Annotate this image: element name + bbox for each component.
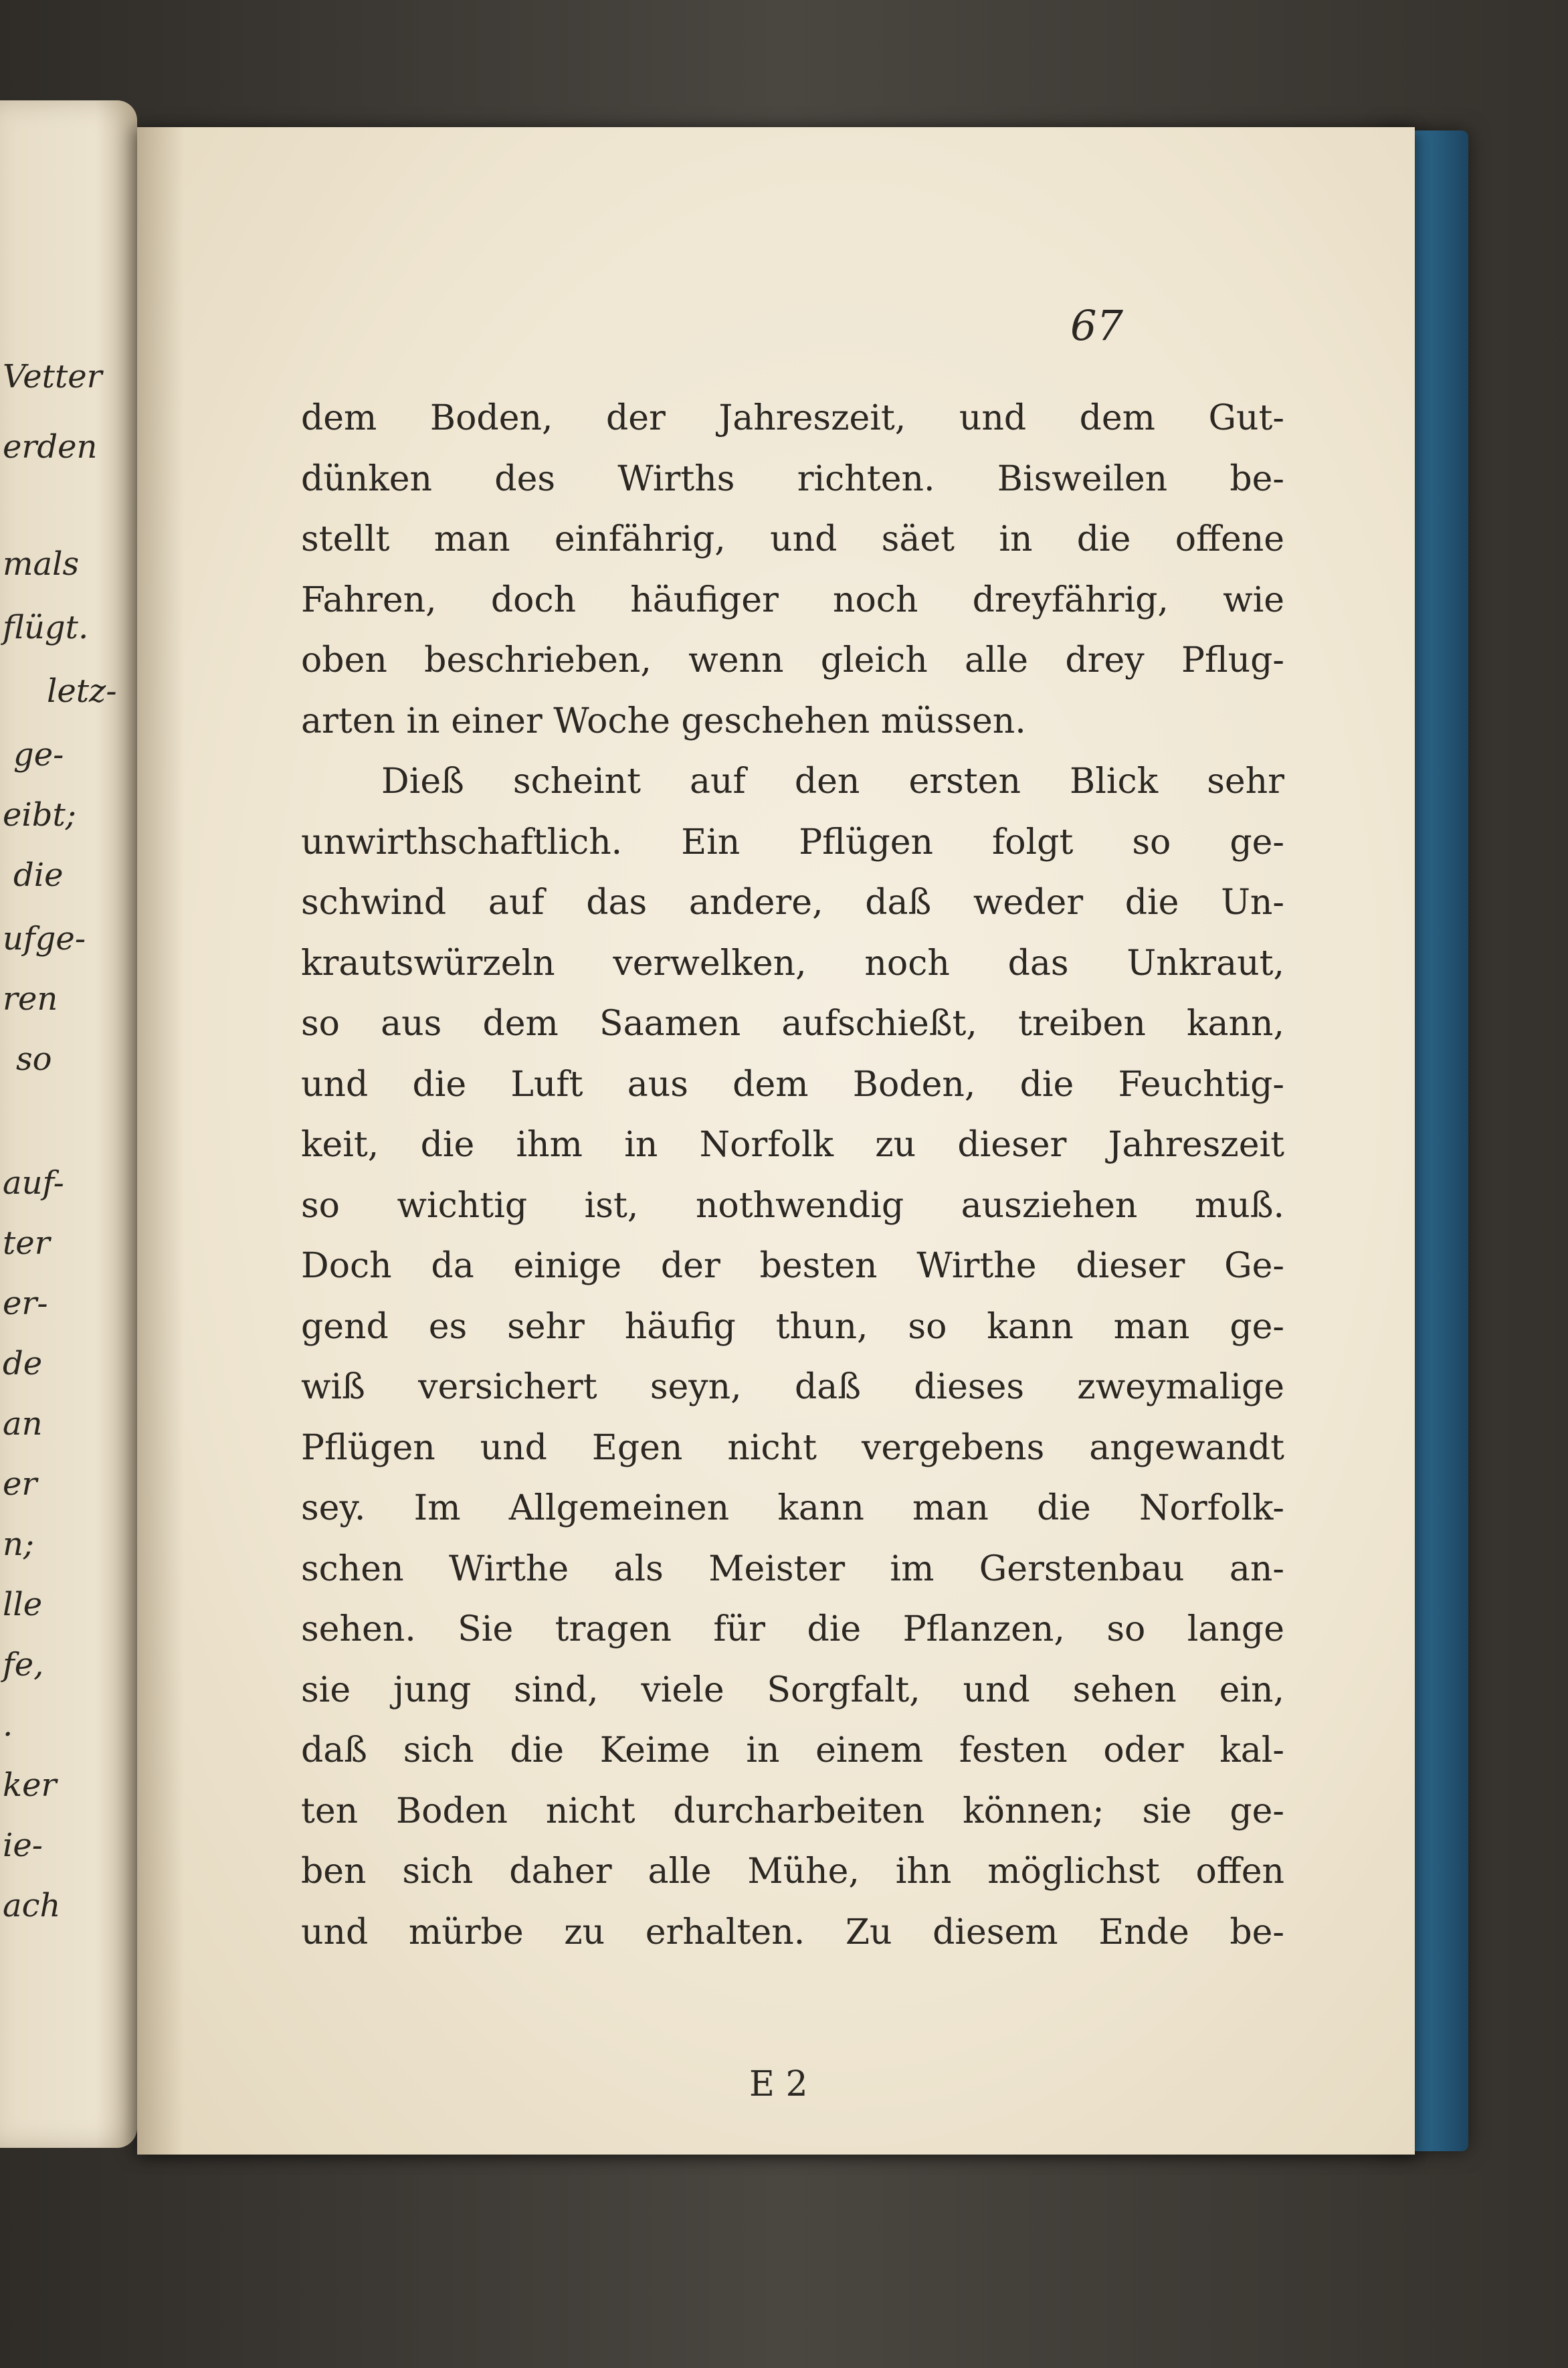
text-line: stellt man einfährig, und säet in die offene: [301, 519, 1284, 559]
text-line: sey. Im Allgemeinen kann man die Norfolk-: [301, 1488, 1284, 1528]
left-fragment: n;: [3, 1526, 35, 1563]
text-line: ten Boden nicht durcharbeiten können; sie ge-: [301, 1791, 1284, 1831]
text-line: und die Luft aus dem Boden, die Feuchtig-: [301, 1064, 1284, 1105]
page-number: 67: [1070, 301, 1123, 350]
left-fragment: ker: [3, 1766, 57, 1804]
body-text: [301, 388, 1284, 1963]
text-line: keit, die ihm in Norfolk zu dieser Jahreszeit: [301, 1125, 1284, 1165]
signature-mark: E 2: [749, 2064, 808, 2104]
text-line: Pflügen und Egen nicht vergebens angewandt: [301, 1427, 1284, 1468]
text-line: oben beschrieben, wenn gleich alle drey Pflug-: [301, 640, 1284, 680]
text-line: daß sich die Keime in einem festen oder kal-: [301, 1730, 1284, 1770]
left-fragment: letz-: [47, 672, 117, 710]
left-fragment: de: [3, 1345, 43, 1382]
left-fragment: lle: [3, 1586, 43, 1623]
text-line: sie jung sind, viele Sorgfalt, und sehen ein,: [301, 1669, 1284, 1710]
text-line: schen Wirthe als Meister im Gerstenbau an-: [301, 1548, 1284, 1589]
text-line: ben sich daher alle Mühe, ihn möglichst offen: [301, 1851, 1284, 1892]
left-fragment: die: [13, 856, 64, 894]
left-fragment: fe,: [3, 1646, 44, 1683]
text-line: und mürbe zu erhalten. Zu diesem Ende be-: [301, 1912, 1284, 1952]
left-fragment: ren: [3, 980, 58, 1018]
right-page: [137, 127, 1415, 2155]
left-fragment: ter: [3, 1224, 50, 1262]
text-line: sehen. Sie tragen für die Pflanzen, so lange: [301, 1609, 1284, 1649]
left-fragment: ie-: [3, 1827, 43, 1864]
text-line: Fahren, doch häufiger noch dreyfährig, wie: [301, 579, 1284, 620]
left-page: [0, 100, 137, 2148]
left-fragment: ufge-: [3, 920, 86, 958]
left-fragment: auf-: [3, 1164, 64, 1202]
left-fragment: eibt;: [3, 796, 76, 834]
left-fragment: ge-: [13, 736, 64, 773]
left-fragment: ach: [3, 1887, 61, 1924]
text-line: so wichtig ist, nothwendig ausziehen muß.: [301, 1185, 1284, 1226]
gutter-shadow: [137, 127, 184, 2155]
left-fragment: so: [16, 1040, 52, 1078]
text-line: so aus dem Saamen aufschießt, treiben kann,: [301, 1004, 1284, 1044]
left-fragment: er: [3, 1465, 37, 1503]
text-line: Dieß scheint auf den ersten Blick sehr: [381, 761, 1284, 802]
left-fragment: Vetter: [3, 358, 102, 395]
text-line: gend es sehr häufig thun, so kann man ge-: [301, 1306, 1284, 1347]
text-line: dem Boden, der Jahreszeit, und dem Gut-: [301, 398, 1284, 438]
text-line: dünken des Wirths richten. Bisweilen be-: [301, 458, 1284, 499]
left-fragment: mals: [3, 545, 80, 583]
text-line: unwirthschaftlich. Ein Pflügen folgt so ge-: [301, 822, 1284, 862]
text-line: wiß versichert seyn, daß dieses zweymalige: [301, 1367, 1284, 1407]
left-fragment: flügt.: [3, 609, 89, 646]
text-line: krautswürzeln verwelken, noch das Unkraut,: [301, 943, 1284, 984]
left-fragment: er-: [3, 1285, 48, 1322]
left-fragment: .: [3, 1706, 13, 1744]
text-line: schwind auf das andere, daß weder die Un-: [301, 883, 1284, 923]
text-line: arten in einer Woche geschehen müssen.: [301, 701, 1026, 741]
text-line: Doch da einige der besten Wirthe dieser Ge-: [301, 1246, 1284, 1286]
left-fragment: erden: [3, 428, 98, 466]
left-fragment: an: [3, 1405, 43, 1443]
